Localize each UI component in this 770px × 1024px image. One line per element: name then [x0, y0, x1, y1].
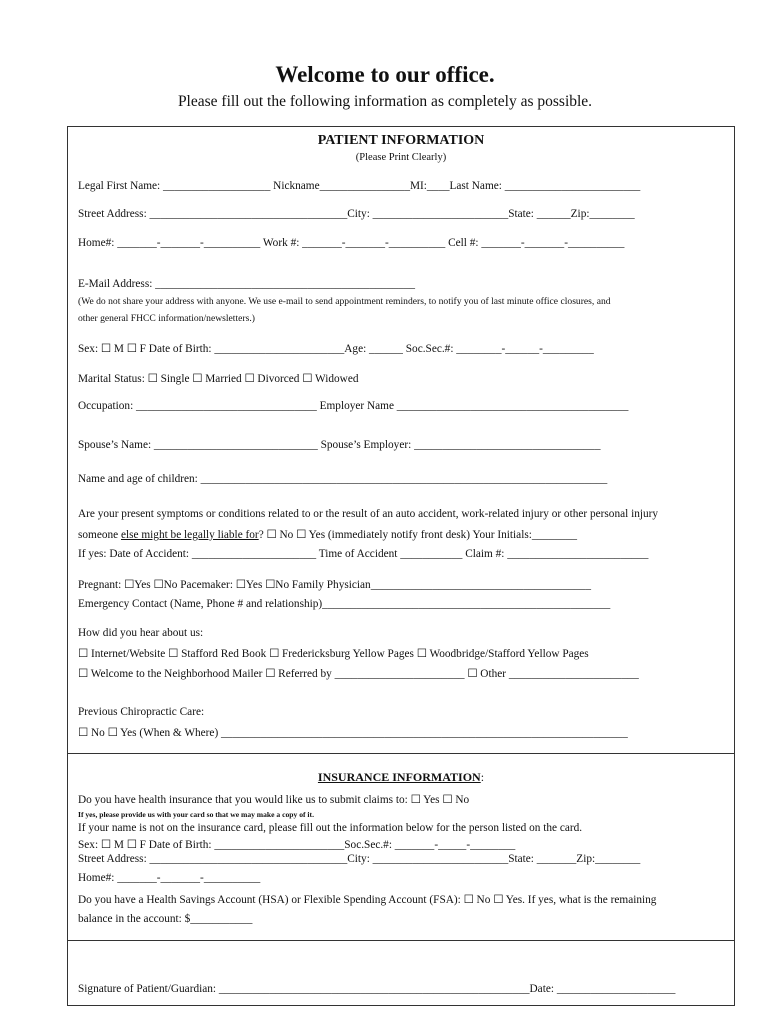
signature-divider [67, 940, 735, 941]
email-note-continued: other general FHCC information/newsletters.) [78, 313, 255, 324]
legal-name-field[interactable]: Legal First Name: ___________________ Nickname________________MI:____Last Name: ________________________ [78, 180, 641, 192]
referral-options-row-2[interactable]: ☐ Welcome to the Neighborhood Mailer ☐ Referred by _______________________ ☐ Other _______________________ [78, 668, 639, 680]
email-field[interactable]: E-Mail Address: ______________________________________________ [78, 278, 416, 290]
hsa-balance-field[interactable]: balance in the account: $___________ [78, 913, 253, 925]
patient-section-subheading: (Please Print Clearly) [355, 152, 447, 163]
accident-question: Are your present symptoms or conditions related to or the result of an auto accident, work-related injury or other personal injury [78, 508, 659, 520]
children-field[interactable]: Name and age of children: ________________________________________________________________________ [78, 473, 608, 485]
pregnant-pacemaker-field[interactable]: Pregnant: ☐Yes ☐No Pacemaker: ☐Yes ☐No Family Physician_______________________________________ [78, 579, 591, 591]
insurance-heading-colon: : [480, 770, 485, 784]
referral-question: How did you hear about us: [78, 627, 204, 639]
not-on-card-note: If your name is not on the insurance card, please fill out the information below for the person listed on the card. [78, 822, 583, 834]
insurance-heading-text: INSURANCE INFORMATION [317, 770, 481, 784]
phone-numbers-field[interactable]: Home#: _______-_______-__________ Work #: _______-_______-__________ Cell #: _______-_______-__________ [78, 237, 625, 249]
referral-options-row-1[interactable]: ☐ Internet/Website ☐ Stafford Red Book ☐ Fredericksburg Yellow Pages ☐ Woodbridge/Stafford Yellow Pages [78, 648, 589, 660]
sex-dob-ssn-field[interactable]: Sex: ☐ M ☐ F Date of Birth: _______________________Age: ______ Soc.Sec.#: ________-______-_________ [78, 343, 594, 355]
emergency-contact-field[interactable]: Emergency Contact (Name, Phone # and relationship)___________________________________________________ [78, 598, 611, 610]
section-divider [67, 753, 735, 754]
insured-sex-dob-ssn-field[interactable]: Sex: ☐ M ☐ F Date of Birth: _______________________Soc.Sec.#: _______-_____-________ [78, 839, 516, 851]
accident-question-prefix: someone [78, 529, 121, 541]
accident-question-liable: else might be legally liable for [120, 529, 259, 541]
insurance-claims-question[interactable]: Do you have health insurance that you would like us to submit claims to: ☐ Yes ☐ No [78, 794, 470, 806]
marital-status-field[interactable]: Marital Status: ☐ Single ☐ Married ☐ Divorced ☐ Widowed [78, 373, 359, 385]
chiropractic-options[interactable]: ☐ No ☐ Yes (When & Where) ________________________________________________________________________ [78, 727, 628, 739]
email-note: (We do not share your address with anyone. We use e-mail to send appointment reminders, to notify you of last minute office closures, and [78, 296, 611, 307]
page-title: Welcome to our office. [275, 62, 495, 87]
signature-field[interactable]: Signature of Patient/Guardian: _______________________________________________________Date: _____________________ [78, 983, 676, 995]
street-address-field[interactable]: Street Address: ___________________________________City: ________________________State: ______Zip:________ [78, 208, 635, 220]
patient-section-heading: PATIENT INFORMATION [317, 133, 485, 148]
chiropractic-question: Previous Chiropractic Care: [78, 706, 205, 718]
accident-answer-options[interactable]: ? ☐ No ☐ Yes (immediately notify front desk) Your Initials:________ [258, 529, 578, 541]
accident-question-answer[interactable] [78, 528, 577, 541]
accident-details-field[interactable]: If yes: Date of Accident: ______________________ Time of Accident ___________ Claim #: _________________________ [78, 548, 649, 560]
page-subtitle: Please fill out the following information as completely as possible. [177, 93, 593, 110]
spouse-field[interactable]: Spouse’s Name: _____________________________ Spouse’s Employer: _________________________________ [78, 439, 601, 451]
insurance-card-note: If yes, please provide us with your card so that we may make a copy of it. [78, 810, 314, 819]
insured-home-phone-field[interactable]: Home#: _______-_______-__________ [78, 872, 261, 884]
insurance-section-heading [67, 770, 735, 785]
occupation-field[interactable]: Occupation: ________________________________ Employer Name _________________________________________ [78, 400, 629, 412]
hsa-fsa-question[interactable]: Do you have a Health Savings Account (HSA) or Flexible Spending Account (FSA): ☐ No ☐ Yes. If yes, what is the remaining [78, 894, 657, 906]
insured-address-field[interactable]: Street Address: ___________________________________City: ________________________State: _______Zip:________ [78, 853, 641, 865]
